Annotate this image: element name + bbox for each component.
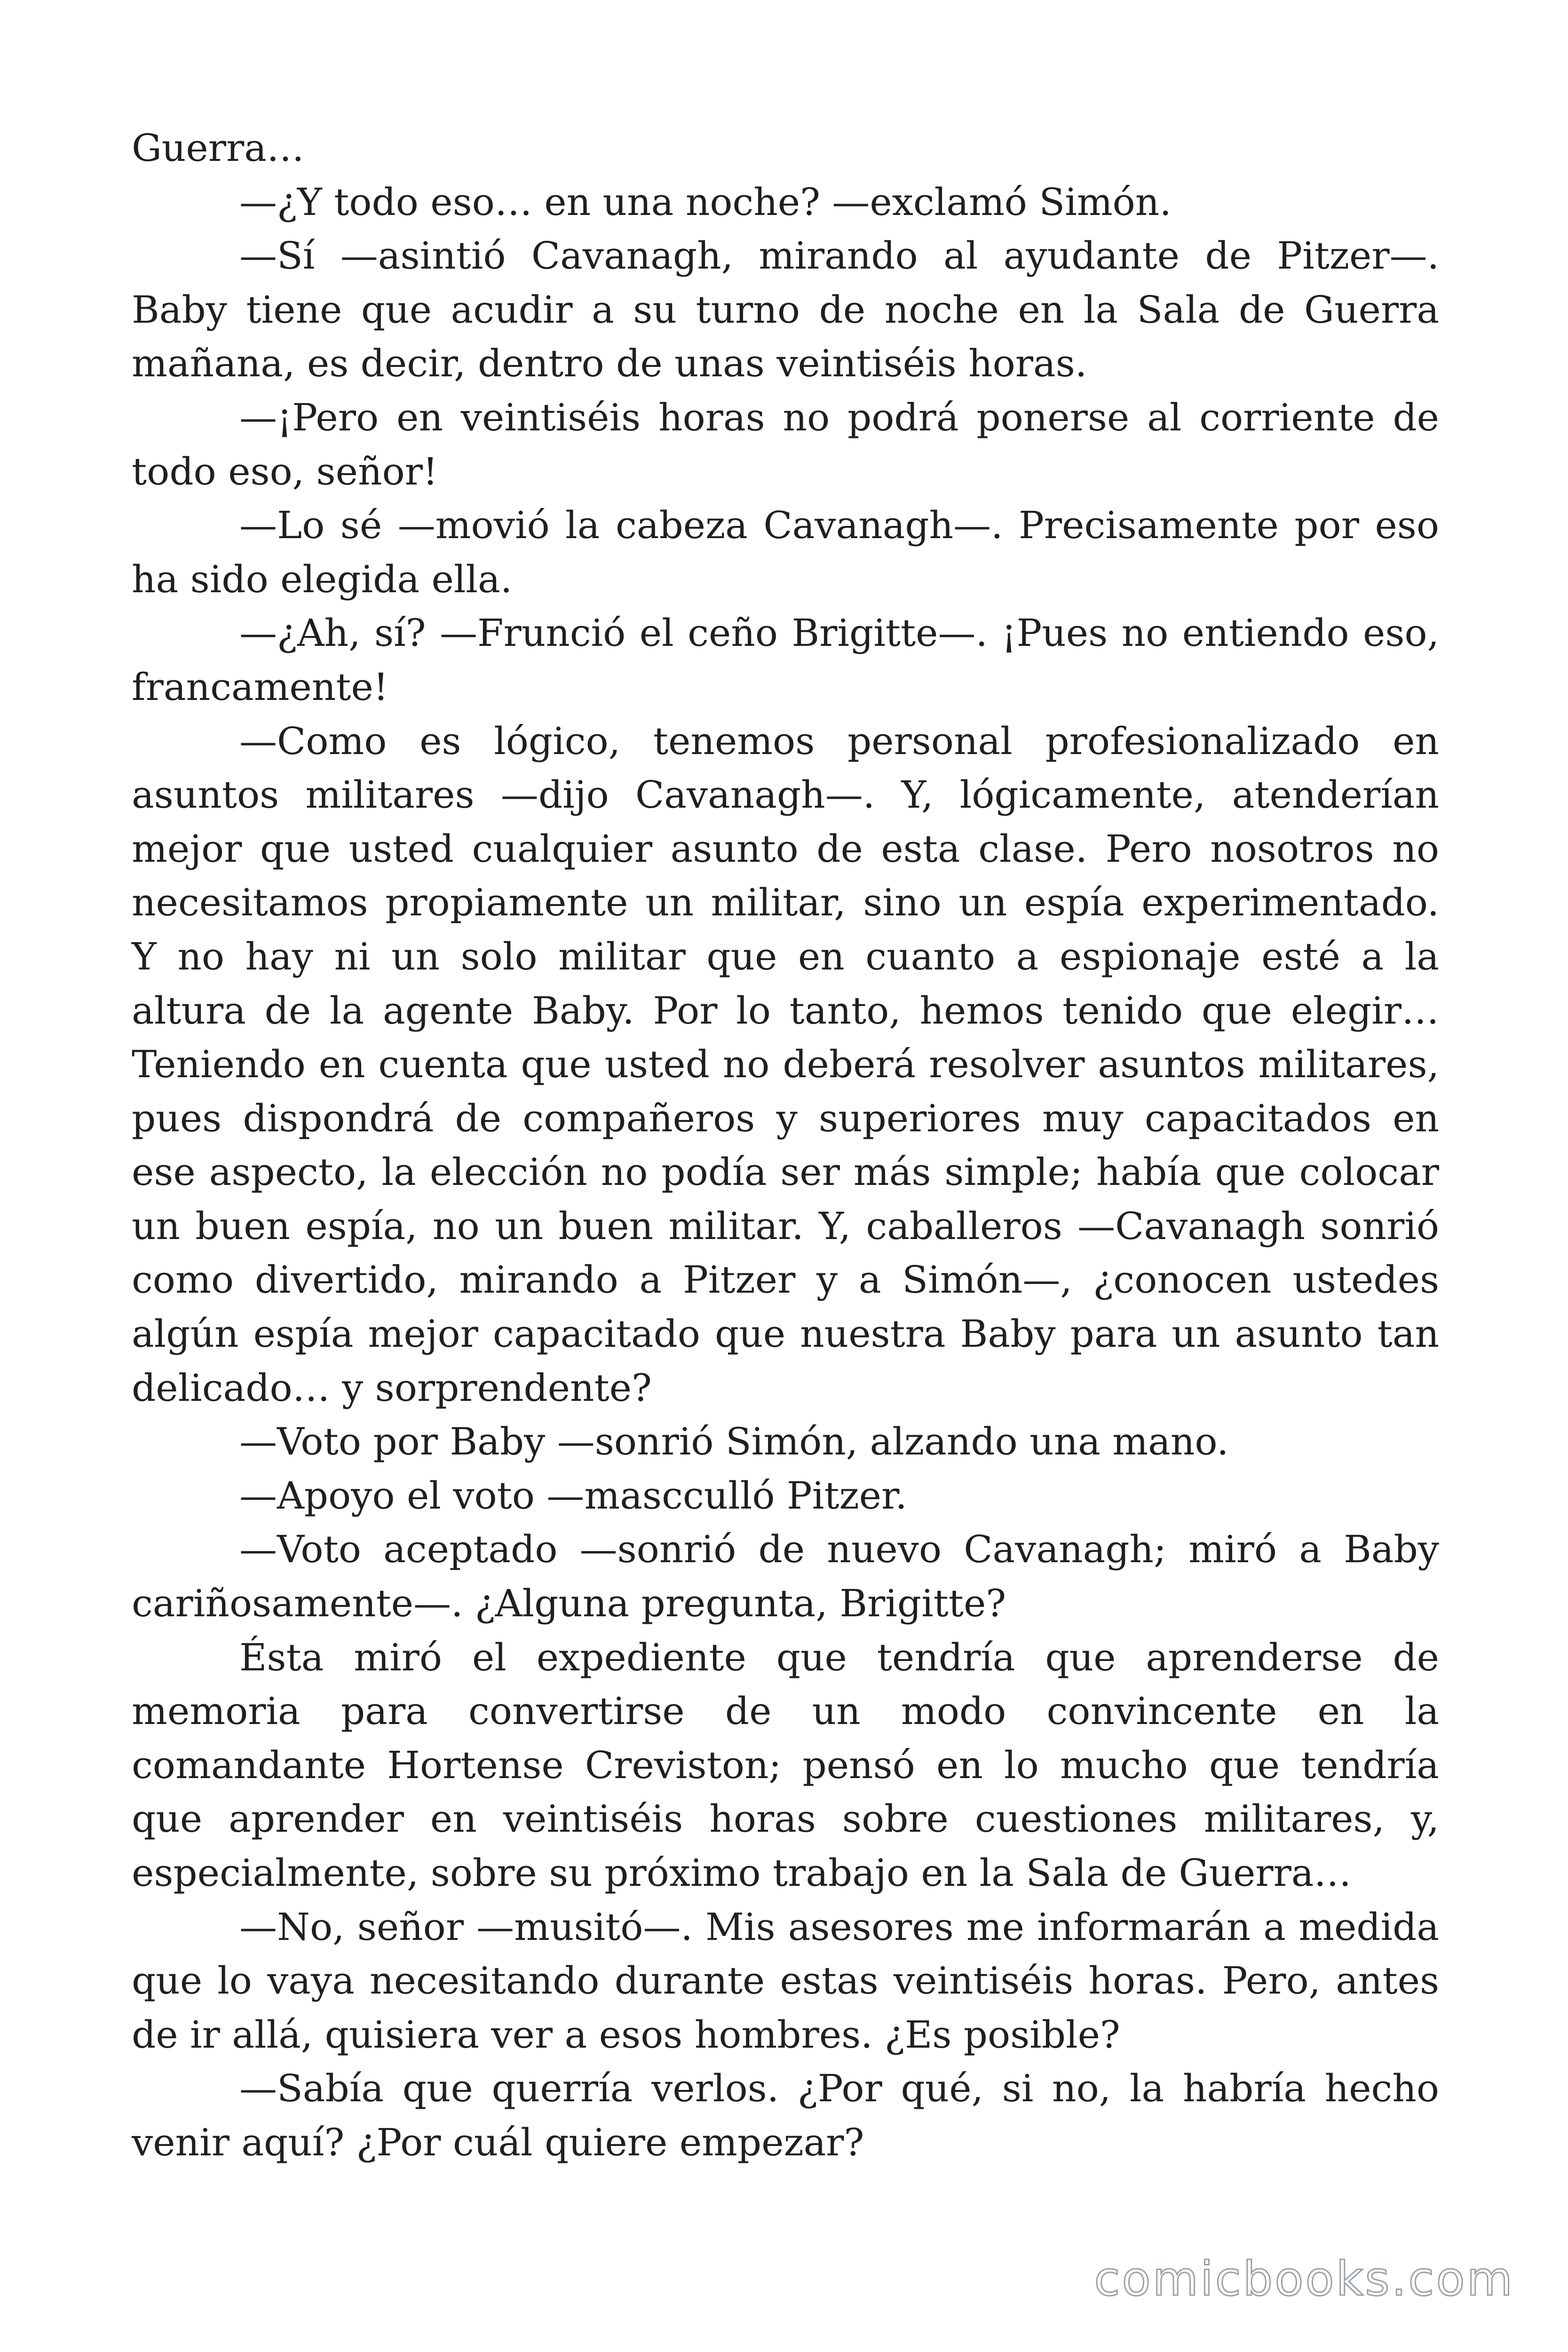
paragraph-continuation: Guerra…	[132, 126, 304, 170]
paragraph: —Voto por Baby —sonrió Simón, alzando una mano.	[239, 1420, 1229, 1464]
paragraph: —Lo sé —movió la cabeza Cavanagh—. Precisamente por eso ha sido elegida ella.	[132, 503, 1439, 601]
paragraph: —Sí —asintió Cavanagh, mirando al ayudante de Pitzer—. Baby tiene que acudir a su turno de noche en la Sala de Guerra mañana, es decir, dentro de unas veintiséis horas.	[132, 234, 1439, 386]
paragraph: —¿Y todo eso… en una noche? —exclamó Simón.	[239, 180, 1172, 224]
paragraph: —¡Pero en veintiséis horas no podrá ponerse al corriente de todo eso, señor!	[132, 395, 1439, 493]
paragraph: Ésta miró el expediente que tendría que aprenderse de memoria para convertirse de un modo convincente en la comandante Hortense Creviston; pensó en lo mucho que tendría que aprender en veintiséis horas sobre cuestiones militares, y, especialmente, sobre su próximo trabajo en la Sala de Guerra…	[132, 1635, 1439, 1895]
page-text	[132, 121, 1439, 2170]
paragraph: —Como es lógico, tenemos personal profesionalizado en asuntos militares —dijo Cavanagh—. Y, lógicamente, atenderían mejor que usted cualquier asunto de esta clase. Pero nosotros no necesitamos propiamente un militar, sino un espía experimentado. Y no hay ni un solo militar que en cuanto a espionaje esté a la altura de la agente Baby. Por lo tanto, hemos tenido que elegir… Teniendo en cuenta que usted no deberá resolver asuntos militares, pues dispondrá de compañeros y superiores muy capacitados en ese aspecto, la elección no podía ser más simple; había que colocar un buen espía, no un buen militar. Y, caballeros —Cavanagh sonrió como divertido, mirando a Pitzer y a Simón—, ¿conocen ustedes algún espía mejor capacitado que nuestra Baby para un asunto tan delicado… y sorprendente?	[132, 719, 1439, 1410]
paragraph: —Sabía que querría verlos. ¿Por qué, si no, la habría hecho venir aquí? ¿Por cuál quiere empezar?	[132, 2066, 1439, 2164]
paragraph: —Apoyo el voto —mascculló Pitzer.	[239, 1473, 907, 1518]
paragraph: —No, señor —musitó—. Mis asesores me informarán a medida que lo vaya necesitando durante estas veintiséis horas. Pero, antes de ir allá, quisiera ver a esos hombres. ¿Es posible?	[132, 1905, 1439, 2057]
paragraph: —Voto aceptado —sonrió de nuevo Cavanagh; miró a Baby cariñosamente—. ¿Alguna pregunta, Brigitte?	[132, 1527, 1439, 1626]
watermark: comicbooks.com	[1094, 2251, 1514, 2306]
paragraph: —¿Ah, sí? —Frunció el ceño Brigitte—. ¡Pues no entiendo eso, francamente!	[132, 611, 1439, 709]
